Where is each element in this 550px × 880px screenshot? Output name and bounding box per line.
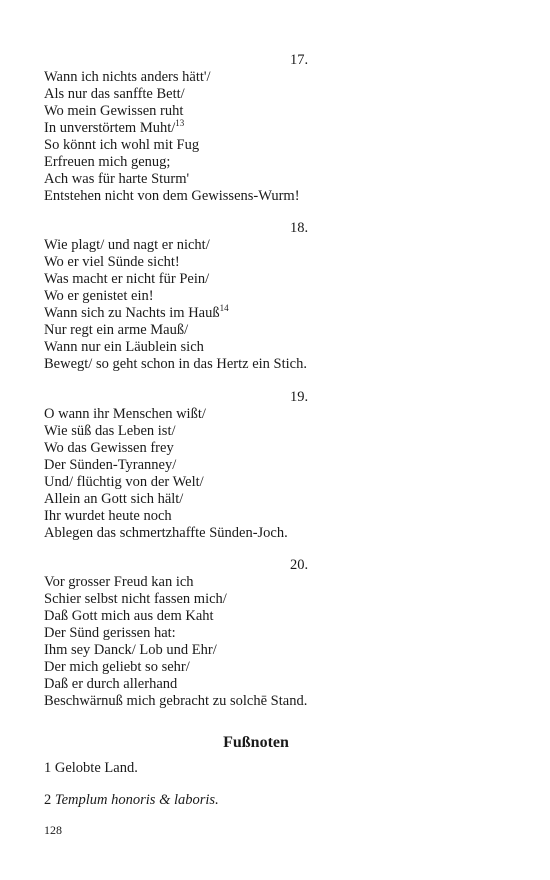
verse-line: Wo er viel Sünde sicht! xyxy=(44,254,180,270)
stanza-number: 17. xyxy=(290,52,309,68)
stanza-number: 19. xyxy=(290,389,309,405)
verse-line: Nur regt ein arme Mauß/ xyxy=(44,322,189,338)
footnote-text: Gelobte Land. xyxy=(54,760,138,776)
footnote-ref-13: 13 xyxy=(175,118,185,128)
verse-line: Erfreuen mich genug; xyxy=(44,154,171,170)
footnote-text: Templum honoris & laboris. xyxy=(54,792,219,808)
verse-line: Wann sich zu Nachts im Hauß$^{14}$ xyxy=(44,303,229,321)
verse-line: Daß er durch allerhand xyxy=(44,676,178,692)
verse-line: So könnt ich wohl mit Fug xyxy=(44,137,200,153)
footnote-2 xyxy=(44,792,219,809)
verse-line: Entstehen nicht von dem Gewissens-Wurm! xyxy=(44,188,300,204)
stanza-number: 20. xyxy=(290,557,309,573)
verse-line: Wo das Gewissen frey xyxy=(44,440,174,456)
verse-line: Wo er genistet ein! xyxy=(44,288,154,304)
verse-line: In unverstörtem Muht/$^{13}$ xyxy=(44,118,185,136)
verse-line: Beschwärnuß mich gebracht zu solchē Stand. xyxy=(44,693,308,709)
verse-line: Und/ flüchtig von der Welt/ xyxy=(44,474,204,490)
page-number: 128 xyxy=(44,823,62,837)
verse-line: Wann ich nichts anders hätt'/ xyxy=(44,69,211,85)
verse-line: Der Sünden-Tyranney/ xyxy=(44,457,177,473)
footnotes-heading: Fußnoten xyxy=(223,734,289,751)
footnote-marker: 1 xyxy=(44,760,52,776)
verse-line: Der Sünd gerissen hat: xyxy=(44,625,176,641)
verse-line: Ablegen das schmertzhaffte Sünden-Joch. xyxy=(44,525,288,541)
footnote-ref-14: 14 xyxy=(219,303,229,313)
verse-line: Ihm sey Danck/ Lob und Ehr/ xyxy=(44,642,217,658)
verse-line: Ihr wurdet heute noch xyxy=(44,508,172,524)
stanza-number: 18. xyxy=(290,220,309,236)
verse-line: Ach was für harte Sturm' xyxy=(44,171,190,187)
verse-line: Als nur das sanffte Bett/ xyxy=(44,86,185,102)
verse-line: Der mich geliebt so sehr/ xyxy=(44,659,190,675)
verse-line: Was macht er nicht für Pein/ xyxy=(44,271,210,287)
verse-line: Wann nur ein Läublein sich xyxy=(44,339,204,355)
verse-line: Allein an Gott sich hält/ xyxy=(44,491,184,507)
verse-line: Vor grosser Freud kan ich xyxy=(44,574,194,590)
verse-line: Bewegt/ so geht schon in das Hertz ein Stich. xyxy=(44,356,307,372)
footnote-1 xyxy=(44,760,138,777)
verse-line: Wie plagt/ und nagt er nicht/ xyxy=(44,237,210,253)
footnote-marker: 2 xyxy=(44,792,52,808)
verse-line: O wann ihr Menschen wißt/ xyxy=(44,406,206,422)
verse-line: Daß Gott mich aus dem Kaht xyxy=(44,608,214,624)
verse-line: Wie süß das Leben ist/ xyxy=(44,423,176,439)
verse-line: Wo mein Gewissen ruht xyxy=(44,103,184,119)
verse-line: Schier selbst nicht fassen mich/ xyxy=(44,591,227,607)
